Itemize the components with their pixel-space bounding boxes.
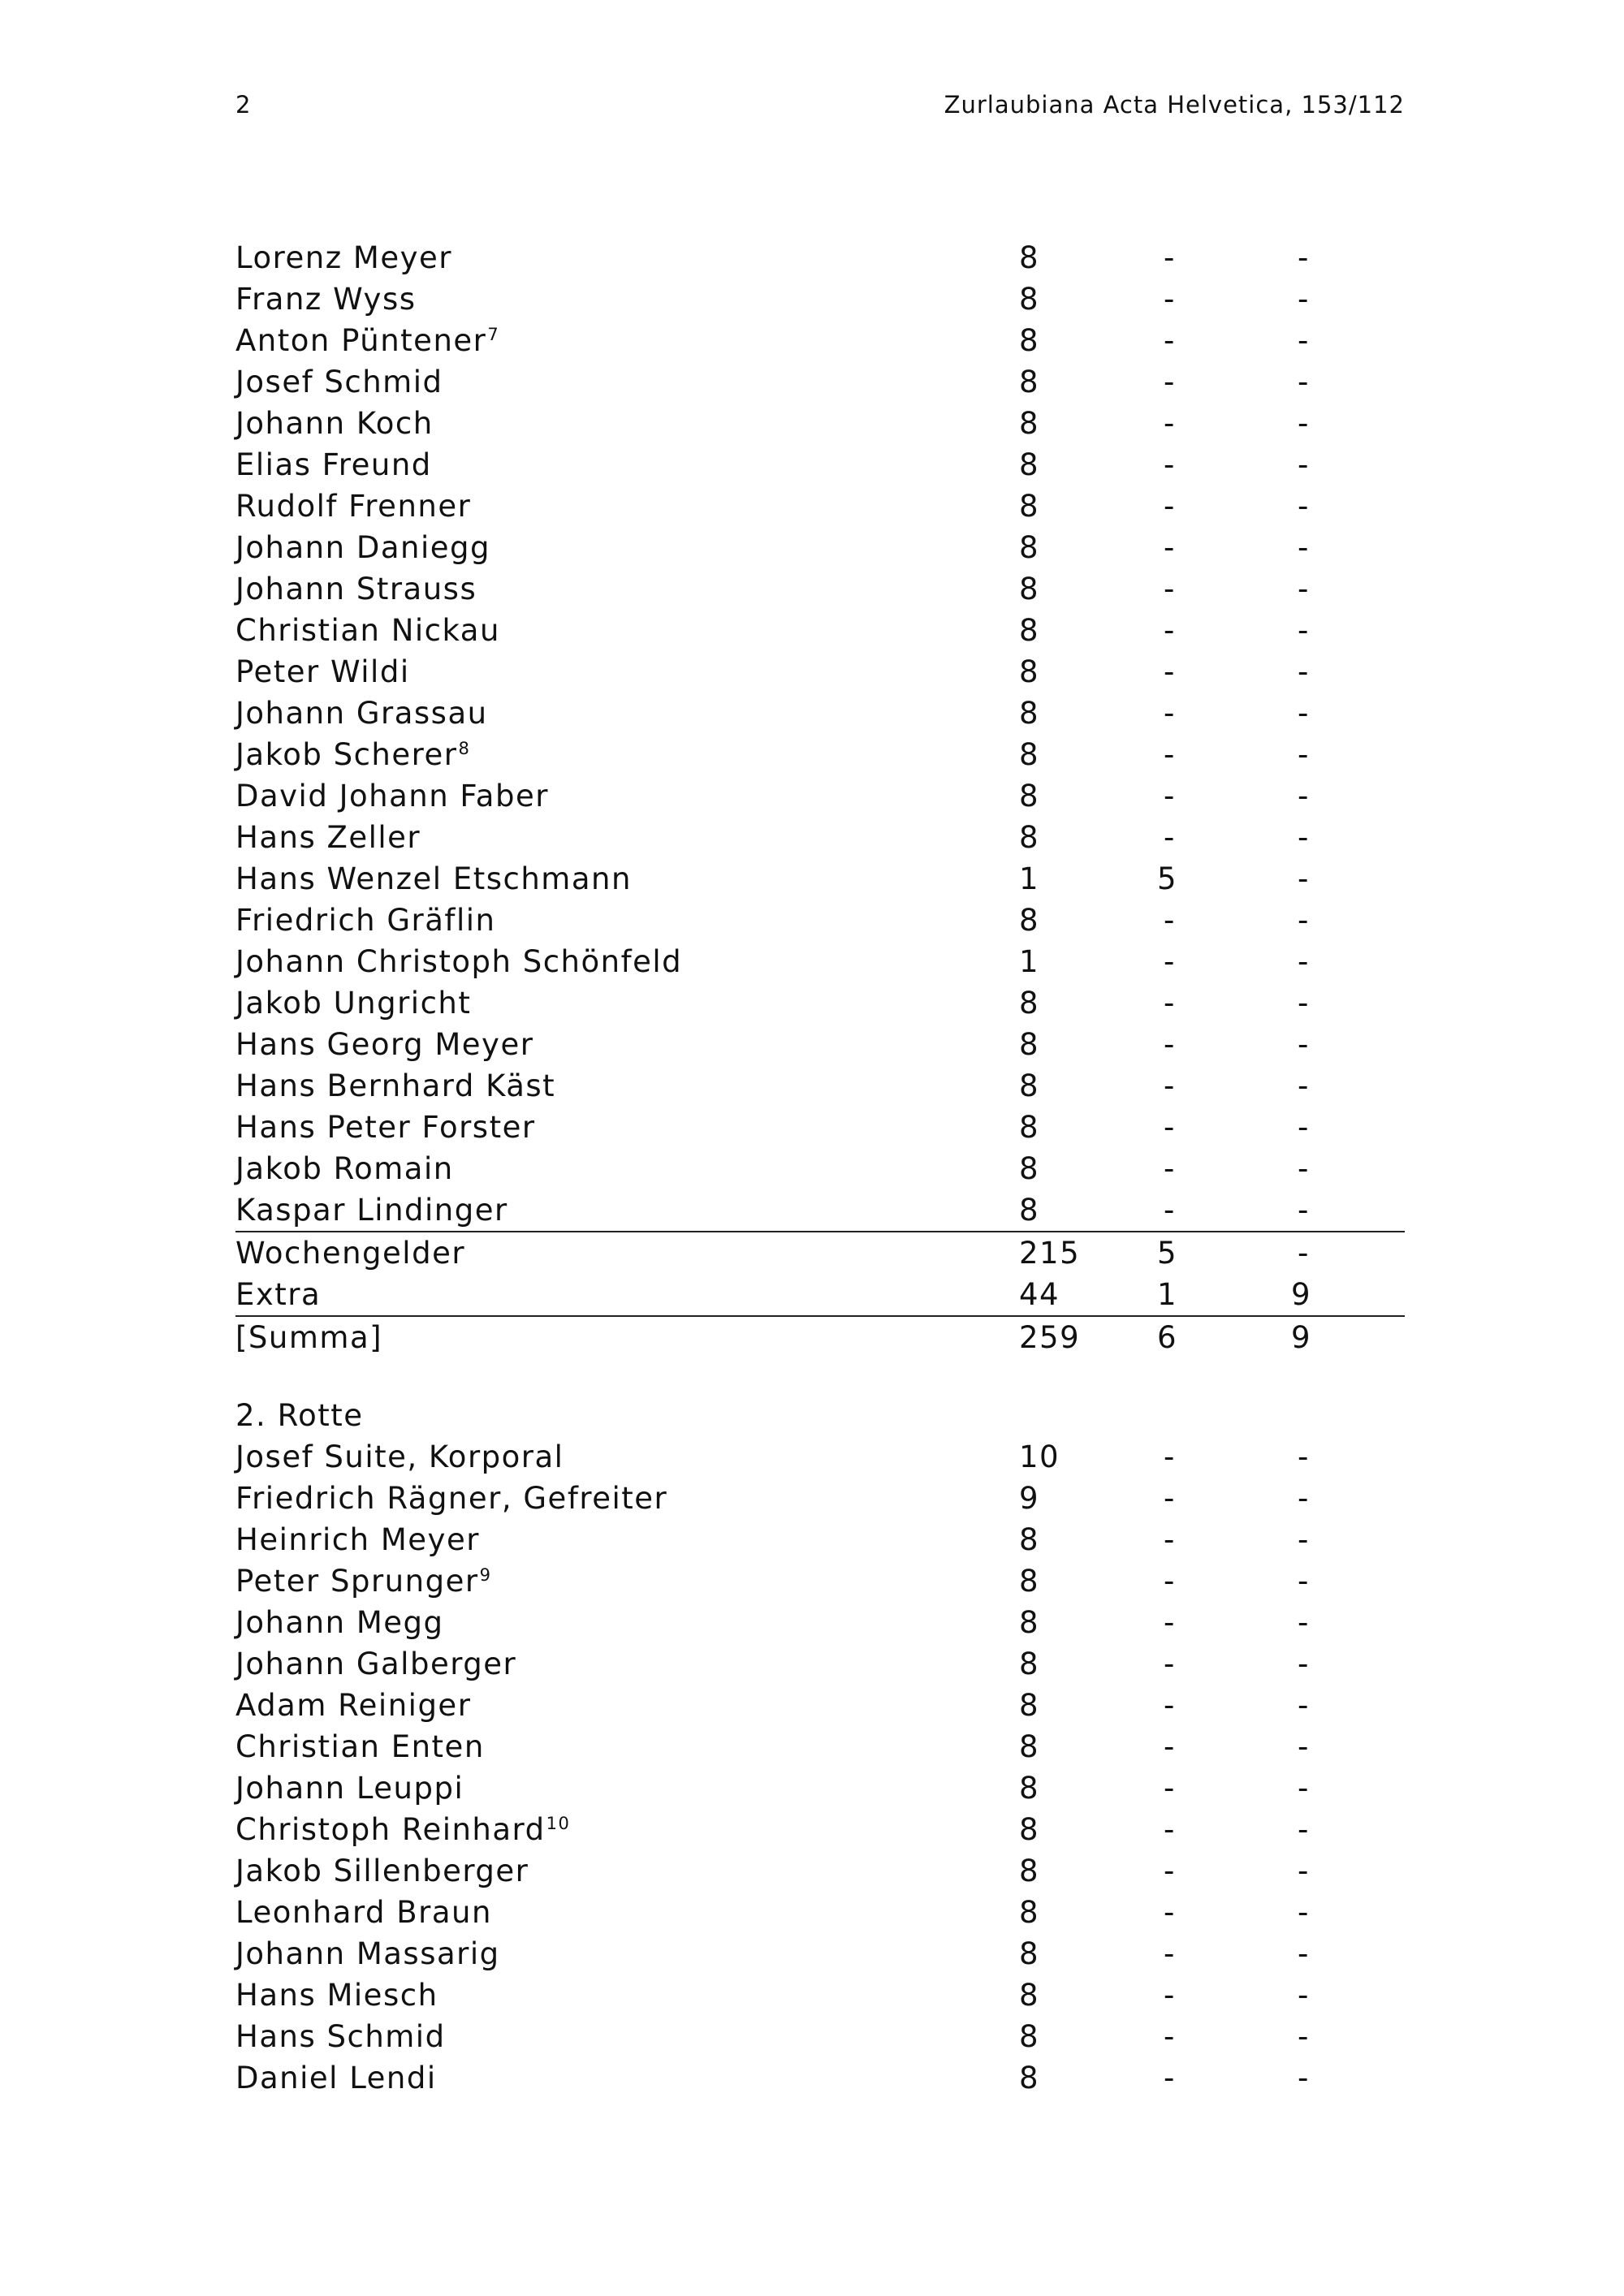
amount-c3: - (1298, 2061, 1310, 2095)
amount-c2: - (1164, 1688, 1176, 1723)
amount-c3: - (1298, 1646, 1310, 1681)
person-name-text: Lorenz Meyer (235, 240, 452, 275)
person-name (235, 1726, 485, 1767)
amount-c2: - (1164, 1895, 1176, 1930)
amount-c1: 8 (1019, 1110, 1040, 1145)
person-name-text: Josef Schmid (235, 365, 443, 399)
amount-c1: 8 (1019, 1646, 1040, 1681)
person-name (235, 817, 421, 858)
table-row (235, 1685, 1405, 1726)
pay-table-section-2 (235, 1436, 1405, 2099)
amount-c2: 5 (1157, 1236, 1178, 1271)
amount-c2: - (1164, 1068, 1176, 1103)
amount-c3: - (1298, 1439, 1310, 1474)
amount-c3: - (1298, 1936, 1310, 1971)
amount-c3: - (1298, 447, 1310, 482)
amount-c3: - (1298, 944, 1310, 979)
person-name (235, 858, 632, 900)
amount-c2: - (1164, 489, 1176, 524)
amount-c3: - (1298, 1854, 1310, 1888)
person-name (235, 486, 471, 527)
amount-c2: - (1164, 820, 1176, 855)
page-number: 2 (235, 91, 252, 119)
table-row (235, 775, 1405, 817)
amount-c1: 8 (1019, 903, 1040, 938)
person-name-text: Hans Wenzel Etschmann (235, 861, 632, 896)
person-name-text: Christian Enten (235, 1729, 485, 1764)
amount-c3: - (1298, 530, 1310, 565)
table-row (235, 1726, 1405, 1767)
person-name (235, 1974, 438, 2016)
person-name-text: Peter Wildi (235, 654, 410, 689)
person-name-text: Jakob Sillenberger (235, 1854, 529, 1888)
amount-c3: - (1298, 1193, 1310, 1228)
amount-c2: - (1164, 1151, 1176, 1186)
amount-c1: 8 (1019, 1564, 1040, 1599)
person-name (235, 1317, 382, 1358)
amount-c2: - (1164, 944, 1176, 979)
amount-c3: - (1298, 1027, 1310, 1062)
table-row (235, 1560, 1405, 1602)
amount-c2: 5 (1157, 861, 1178, 896)
person-name (235, 1232, 465, 1274)
person-name-text: Johann Leuppi (235, 1771, 464, 1806)
table-row (235, 1189, 1405, 1231)
table-row (235, 2057, 1405, 2099)
table-row (235, 693, 1405, 734)
amount-c3: - (1298, 861, 1310, 896)
amount-c1: 8 (1019, 365, 1040, 399)
person-name-text: Christian Nickau (235, 613, 500, 648)
person-name (235, 734, 470, 775)
amount-c1: 8 (1019, 696, 1040, 731)
amount-c2: - (1164, 1522, 1176, 1557)
amount-c1: 8 (1019, 737, 1040, 772)
amount-c3: - (1298, 1110, 1310, 1145)
table-row (235, 237, 1405, 278)
amount-c3: - (1298, 779, 1310, 814)
table-row (235, 278, 1405, 320)
table-row (235, 1065, 1405, 1107)
amount-c1: 8 (1019, 489, 1040, 524)
person-name-text: Elias Freund (235, 447, 432, 482)
amount-c1: 8 (1019, 1068, 1040, 1103)
amount-c1: 9 (1019, 1481, 1040, 1516)
person-name-text: Franz Wyss (235, 282, 417, 317)
amount-c1: 8 (1019, 2061, 1040, 2095)
person-name-text: [Summa] (235, 1320, 383, 1355)
amount-c3: - (1298, 406, 1310, 441)
person-name-text: Extra (235, 1277, 322, 1312)
amount-c3: 9 (1291, 1277, 1312, 1312)
table-row (235, 858, 1405, 900)
table-row (235, 1974, 1405, 2016)
amount-c2: - (1164, 1481, 1176, 1516)
person-name-text: Johann Koch (235, 406, 434, 441)
person-name-text: David Johann Faber (235, 779, 549, 814)
amount-c2: - (1164, 1729, 1176, 1764)
footnote-marker: 9 (479, 1564, 492, 1585)
person-name (235, 2057, 437, 2099)
person-name-text: Rudolf Frenner (235, 489, 472, 524)
person-name (235, 1892, 492, 1933)
amount-c3: - (1298, 1729, 1310, 1764)
person-name (235, 1850, 529, 1892)
amount-c1: 8 (1019, 779, 1040, 814)
amount-c2: - (1164, 696, 1176, 731)
amount-c1: 259 (1019, 1320, 1081, 1355)
table-row (235, 1643, 1405, 1685)
person-name (235, 1107, 536, 1148)
amount-c1: 8 (1019, 240, 1040, 275)
person-name-text: Christoph Reinhard (235, 1812, 546, 1847)
person-name (235, 278, 417, 320)
amount-c2: - (1164, 1605, 1176, 1640)
amount-c3: - (1298, 1688, 1310, 1723)
person-name-text: Hans Georg Meyer (235, 1027, 534, 1062)
amount-c2: 6 (1157, 1320, 1178, 1355)
amount-c3: - (1298, 2019, 1310, 2054)
table-row (235, 1850, 1405, 1892)
amount-c2: - (1164, 2061, 1176, 2095)
amount-c3: - (1298, 1771, 1310, 1806)
person-name (235, 982, 471, 1024)
amount-c3: - (1298, 820, 1310, 855)
amount-c3: - (1298, 323, 1310, 358)
person-name (235, 1274, 321, 1315)
table-row (235, 610, 1405, 651)
amount-c2: - (1164, 613, 1176, 648)
person-name-text: Jakob Ungricht (235, 986, 472, 1021)
table-row (235, 1024, 1405, 1065)
amount-c1: 1 (1019, 861, 1040, 896)
amount-c3: - (1298, 1481, 1310, 1516)
table-row (235, 1809, 1405, 1850)
amount-c1: 8 (1019, 1193, 1040, 1228)
table-row (235, 1767, 1405, 1809)
amount-c3: - (1298, 572, 1310, 606)
amount-c1: 8 (1019, 613, 1040, 648)
amount-c1: 8 (1019, 820, 1040, 855)
amount-c1: 44 (1019, 1277, 1060, 1312)
amount-c2: - (1164, 986, 1176, 1021)
amount-c3: - (1298, 1895, 1310, 1930)
amount-c2: - (1164, 1564, 1176, 1599)
person-name (235, 1809, 570, 1850)
amount-c1: 1 (1019, 944, 1040, 979)
amount-c3: - (1298, 365, 1310, 399)
person-name (235, 1065, 555, 1107)
amount-c1: 8 (1019, 282, 1040, 317)
amount-c2: - (1164, 779, 1176, 814)
person-name-text: Kaspar Lindinger (235, 1193, 508, 1228)
table-row (235, 1602, 1405, 1643)
person-name-text: Hans Schmid (235, 2019, 446, 2054)
person-name (235, 1643, 516, 1685)
table-row (235, 982, 1405, 1024)
amount-c2: - (1164, 282, 1176, 317)
amount-c3: - (1298, 240, 1310, 275)
person-name (235, 1602, 444, 1643)
amount-c1: 8 (1019, 1936, 1040, 1971)
person-name (235, 1436, 564, 1478)
person-name-text: Hans Zeller (235, 820, 421, 855)
amount-c3: 9 (1291, 1320, 1312, 1355)
amount-c2: - (1164, 737, 1176, 772)
amount-c2: - (1164, 323, 1176, 358)
amount-c3: - (1298, 282, 1310, 317)
person-name-text: Johann Massarig (235, 1936, 500, 1971)
person-name-text: Anton Püntener (235, 323, 487, 358)
table-row (235, 900, 1405, 941)
amount-c1: 8 (1019, 1522, 1040, 1557)
person-name (235, 568, 477, 610)
amount-c2: - (1164, 365, 1176, 399)
amount-c3: - (1298, 986, 1310, 1021)
amount-c1: 8 (1019, 572, 1040, 606)
running-title: Zurlaubiana Acta Helvetica, 153/112 (944, 91, 1405, 119)
amount-c1: 8 (1019, 1854, 1040, 1888)
amount-c3: - (1298, 1978, 1310, 2013)
person-name (235, 1933, 500, 1974)
person-name (235, 444, 432, 486)
amount-c3: - (1298, 1605, 1310, 1640)
person-name (235, 1685, 471, 1726)
person-name (235, 651, 410, 693)
footnote-marker: 7 (487, 324, 500, 344)
person-name-text: Johann Christoph Schönfeld (235, 944, 683, 979)
table-row (235, 817, 1405, 858)
table-row (235, 527, 1405, 568)
person-name (235, 1560, 491, 1602)
amount-c2: - (1164, 1771, 1176, 1806)
amount-c1: 8 (1019, 1729, 1040, 1764)
amount-c3: - (1298, 696, 1310, 731)
table-row (235, 1478, 1405, 1519)
person-name-text: Wochengelder (235, 1236, 466, 1271)
person-name (235, 610, 500, 651)
person-name (235, 320, 499, 361)
amount-c2: - (1164, 654, 1176, 689)
total-row (235, 1232, 1405, 1274)
pay-table-section-1 (235, 237, 1405, 1358)
person-name (235, 1024, 533, 1065)
section-title: 2. Rotte (235, 1398, 364, 1433)
person-name-text: Johann Galberger (235, 1646, 517, 1681)
person-name-text: Heinrich Meyer (235, 1522, 480, 1557)
amount-c2: - (1164, 1812, 1176, 1847)
person-name (235, 1189, 508, 1231)
amount-c2: - (1164, 530, 1176, 565)
amount-c2: - (1164, 1439, 1176, 1474)
person-name (235, 693, 488, 734)
table-row (235, 1933, 1405, 1974)
amount-c1: 8 (1019, 530, 1040, 565)
amount-c1: 8 (1019, 1027, 1040, 1062)
table-row (235, 1519, 1405, 1560)
amount-c2: 1 (1157, 1277, 1178, 1312)
amount-c1: 8 (1019, 447, 1040, 482)
person-name-text: Adam Reiniger (235, 1688, 472, 1723)
amount-c1: 8 (1019, 323, 1040, 358)
amount-c2: - (1164, 406, 1176, 441)
table-row (235, 403, 1405, 444)
person-name (235, 1148, 454, 1189)
footnote-marker: 10 (546, 1813, 571, 1833)
amount-c2: - (1164, 1978, 1176, 2013)
person-name (235, 403, 434, 444)
amount-c1: 8 (1019, 406, 1040, 441)
amount-c1: 8 (1019, 1812, 1040, 1847)
table-row (235, 1107, 1405, 1148)
table-row (235, 941, 1405, 982)
table-row (235, 651, 1405, 693)
table-row (235, 361, 1405, 403)
person-name (235, 527, 490, 568)
amount-c1: 8 (1019, 1895, 1040, 1930)
table-row (235, 1148, 1405, 1189)
amount-c2: - (1164, 2019, 1176, 2054)
person-name-text: Josef Suite, Korporal (235, 1439, 564, 1474)
amount-c1: 8 (1019, 986, 1040, 1021)
person-name (235, 1519, 480, 1560)
table-row (235, 486, 1405, 527)
amount-c1: 8 (1019, 1688, 1040, 1723)
amount-c3: - (1298, 613, 1310, 648)
person-name (235, 2016, 446, 2057)
table-row (235, 734, 1405, 775)
amount-c2: - (1164, 1027, 1176, 1062)
person-name-text: Hans Miesch (235, 1978, 438, 2013)
person-name-text: Johann Grassau (235, 696, 488, 731)
amount-c2: - (1164, 1936, 1176, 1971)
amount-c2: - (1164, 903, 1176, 938)
table-row (235, 568, 1405, 610)
amount-c3: - (1298, 1812, 1310, 1847)
amount-c3: - (1298, 1236, 1310, 1271)
amount-c3: - (1298, 1522, 1310, 1557)
person-name-text: Friedrich Rägner, Gefreiter (235, 1481, 668, 1516)
amount-c1: 8 (1019, 2019, 1040, 2054)
page-header (235, 91, 1405, 132)
footnote-marker: 8 (458, 738, 471, 758)
table-row (235, 1436, 1405, 1478)
table-row (235, 2016, 1405, 2057)
amount-c1: 10 (1019, 1439, 1060, 1474)
amount-c2: - (1164, 447, 1176, 482)
amount-c2: - (1164, 240, 1176, 275)
amount-c1: 8 (1019, 1771, 1040, 1806)
person-name-text: Hans Peter Forster (235, 1110, 536, 1145)
person-name-text: Johann Megg (235, 1605, 444, 1640)
person-name (235, 1478, 667, 1519)
person-name-text: Leonhard Braun (235, 1895, 492, 1930)
amount-c1: 8 (1019, 1978, 1040, 2013)
amount-c3: - (1298, 1564, 1310, 1599)
person-name (235, 1767, 464, 1809)
amount-c1: 8 (1019, 654, 1040, 689)
amount-c1: 8 (1019, 1605, 1040, 1640)
total-row (235, 1274, 1405, 1315)
person-name (235, 941, 682, 982)
amount-c3: - (1298, 1068, 1310, 1103)
amount-c2: - (1164, 1646, 1176, 1681)
person-name (235, 775, 549, 817)
person-name-text: Daniel Lendi (235, 2061, 437, 2095)
person-name-text: Johann Strauss (235, 572, 477, 606)
person-name-text: Hans Bernhard Käst (235, 1068, 556, 1103)
person-name (235, 237, 452, 278)
person-name-text: Friedrich Gräflin (235, 903, 496, 938)
person-name-text: Peter Sprunger (235, 1564, 479, 1599)
table-row (235, 320, 1405, 361)
amount-c3: - (1298, 1151, 1310, 1186)
amount-c1: 215 (1019, 1236, 1081, 1271)
total-row (235, 1317, 1405, 1358)
person-name (235, 361, 443, 403)
person-name-text: Jakob Romain (235, 1151, 454, 1186)
amount-c2: - (1164, 1854, 1176, 1888)
amount-c2: - (1164, 572, 1176, 606)
table-row (235, 444, 1405, 486)
person-name-text: Johann Daniegg (235, 530, 490, 565)
person-name (235, 900, 495, 941)
amount-c2: - (1164, 1193, 1176, 1228)
amount-c2: - (1164, 1110, 1176, 1145)
amount-c1: 8 (1019, 1151, 1040, 1186)
table-row (235, 1892, 1405, 1933)
amount-c3: - (1298, 489, 1310, 524)
person-name-text: Jakob Scherer (235, 737, 458, 772)
amount-c3: - (1298, 737, 1310, 772)
amount-c3: - (1298, 654, 1310, 689)
amount-c3: - (1298, 903, 1310, 938)
